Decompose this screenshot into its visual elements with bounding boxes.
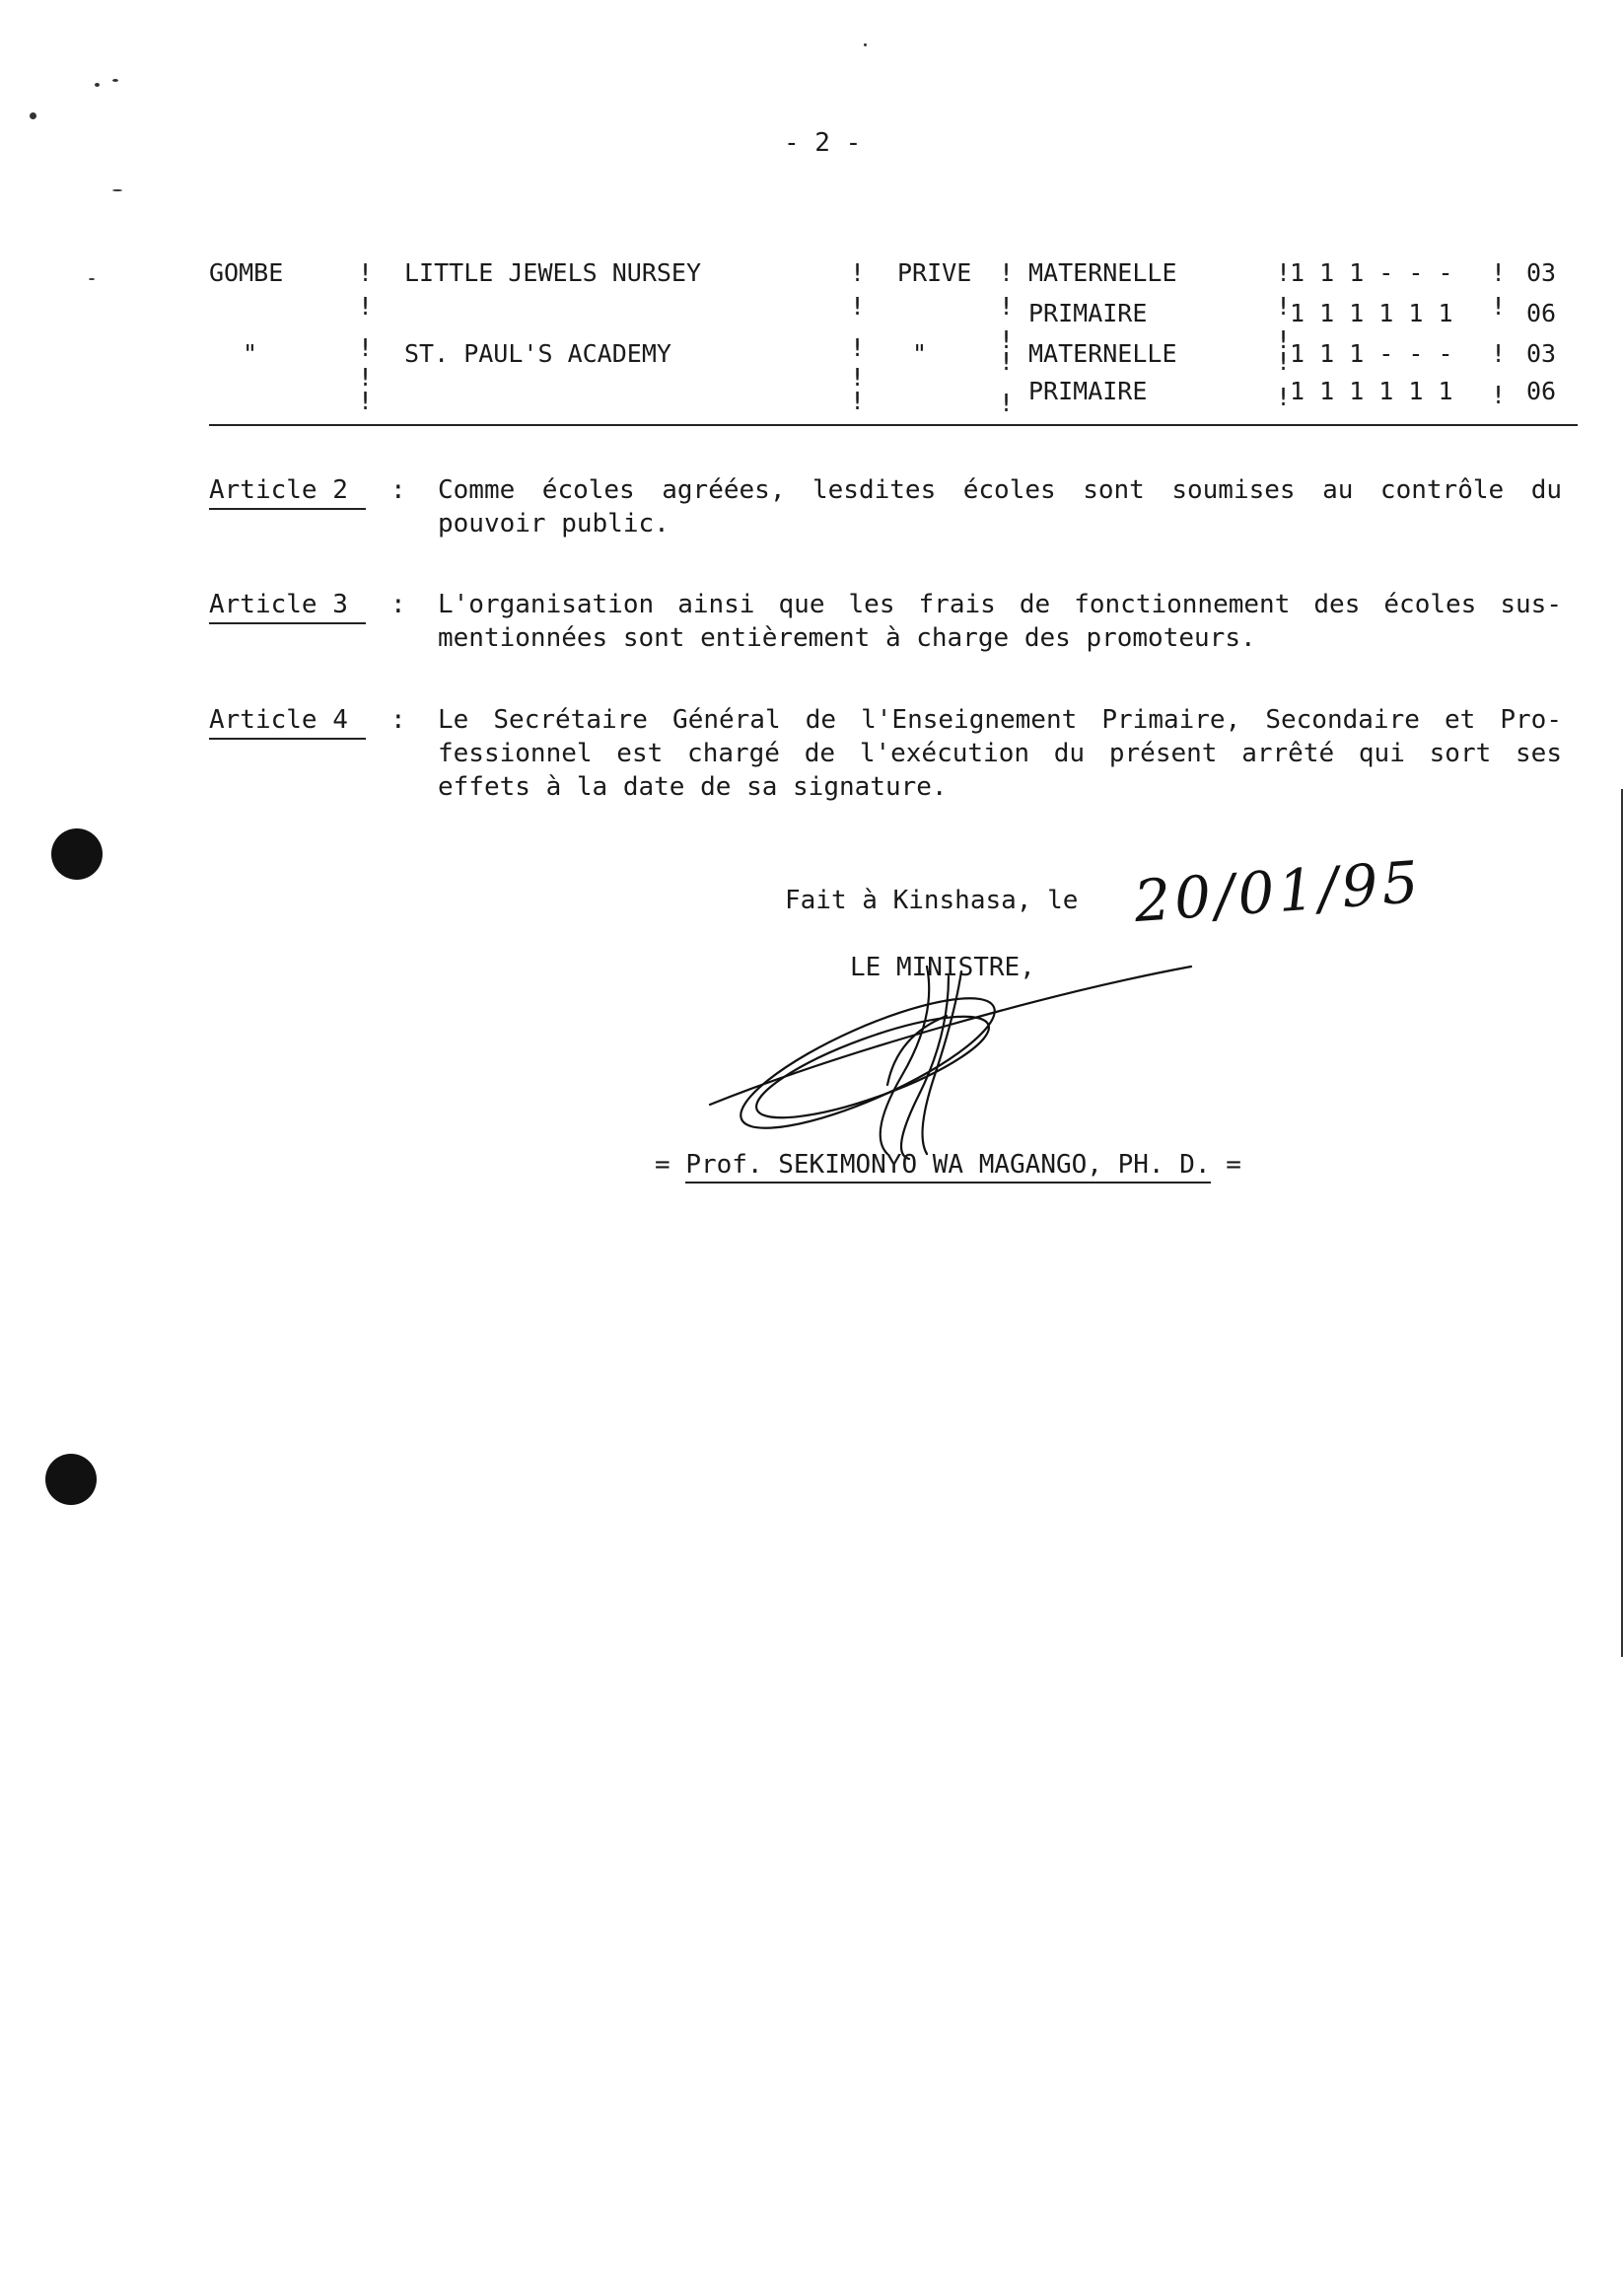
column-separator: ! [1276, 347, 1292, 376]
cell-commune: " [243, 339, 258, 368]
table-bottom-rule [209, 424, 1578, 426]
column-separator: ! [999, 347, 1015, 376]
column-separator: ! [999, 292, 1015, 321]
cell-level: PRIMAIRE [1028, 299, 1148, 327]
cell-school: LITTLE JEWELS NURSEY [404, 258, 702, 287]
column-separator: ! [1491, 258, 1507, 287]
column-separator: ! [999, 325, 1015, 354]
column-separator: ! [850, 258, 866, 287]
column-separator: ! [1491, 381, 1507, 409]
cell-regime: " [912, 339, 928, 368]
article-2-text: Comme écoles agréées, lesdites écoles sont soumises au contrôle du pouvoir public. [438, 475, 1562, 538]
page-number: - 2 - [784, 128, 862, 158]
scan-speck [89, 278, 95, 280]
column-separator: ! [1276, 258, 1292, 287]
column-separator: ! [999, 258, 1015, 287]
article-3-label: Article 3 [209, 592, 366, 617]
article-colon: : [390, 705, 406, 735]
cell-school: ST. PAUL'S ACADEMY [404, 339, 671, 368]
article-3-text: L'organisation ainsi que les frais de fonctionnement des écoles sus-mentionnées sont entièrement à charge des promoteurs. [438, 590, 1562, 653]
column-separator: ! [358, 363, 374, 392]
cell-classes: 1 1 1 - - - [1290, 339, 1453, 368]
scan-speck [112, 189, 122, 191]
punch-hole [51, 828, 103, 880]
column-separator: ! [850, 387, 866, 415]
column-separator: ! [1276, 383, 1292, 411]
column-separator: ! [1276, 325, 1292, 354]
cell-commune: GOMBE [209, 258, 284, 287]
scan-speck [864, 43, 867, 46]
punch-hole [45, 1454, 97, 1505]
column-separator: ! [1276, 292, 1292, 321]
column-separator: ! [850, 333, 866, 362]
article-4-text: Le Secrétaire Général de l'Enseignement Primaire, Secondaire et Pro-fessionnel est chargé de l'exécution du présent arrêté qui sort ses effets à la date de sa signature. [438, 705, 1562, 802]
cell-level: MATERNELLE [1028, 339, 1177, 368]
place-date-line: Fait à Kinshasa, le [785, 886, 1079, 915]
cell-classes: 1 1 1 1 1 1 [1290, 299, 1453, 327]
column-separator: ! [1491, 292, 1507, 321]
signatory-line: = Prof. SEKIMONYO WA MAGANGO, PH. D. = [655, 1150, 1241, 1180]
cell-regime: PRIVE [897, 258, 972, 287]
column-separator: ! [358, 333, 374, 362]
handwritten-date: 20/01/95 [1131, 847, 1425, 936]
minister-title: LE MINISTRE, [850, 953, 1035, 982]
column-separator: ! [999, 389, 1015, 417]
cell-level: MATERNELLE [1028, 258, 1177, 287]
column-separator: ! [850, 292, 866, 321]
article-2-label: Article 2 [209, 477, 366, 503]
column-separator: ! [358, 258, 374, 287]
column-separator: ! [850, 363, 866, 392]
article-colon: : [390, 590, 406, 619]
scan-speck [112, 79, 118, 82]
cell-level: PRIMAIRE [1028, 377, 1148, 405]
article-4-label: Article 4 [209, 707, 366, 733]
cell-count: 03 [1526, 339, 1557, 368]
column-separator: ! [1491, 339, 1507, 368]
scan-speck [30, 112, 36, 119]
column-separator: ! [358, 292, 374, 321]
cell-count: 03 [1526, 258, 1557, 287]
signatory-name: Prof. SEKIMONYO WA MAGANGO, PH. D. [685, 1150, 1210, 1184]
cell-classes: 1 1 1 1 1 1 [1290, 377, 1453, 405]
signature-scribble [690, 957, 1223, 1164]
cell-classes: 1 1 1 - - - [1290, 258, 1453, 287]
article-colon: : [390, 475, 406, 505]
column-separator: ! [358, 387, 374, 415]
scan-speck [95, 83, 100, 87]
cell-count: 06 [1526, 377, 1557, 405]
cell-count: 06 [1526, 299, 1557, 327]
